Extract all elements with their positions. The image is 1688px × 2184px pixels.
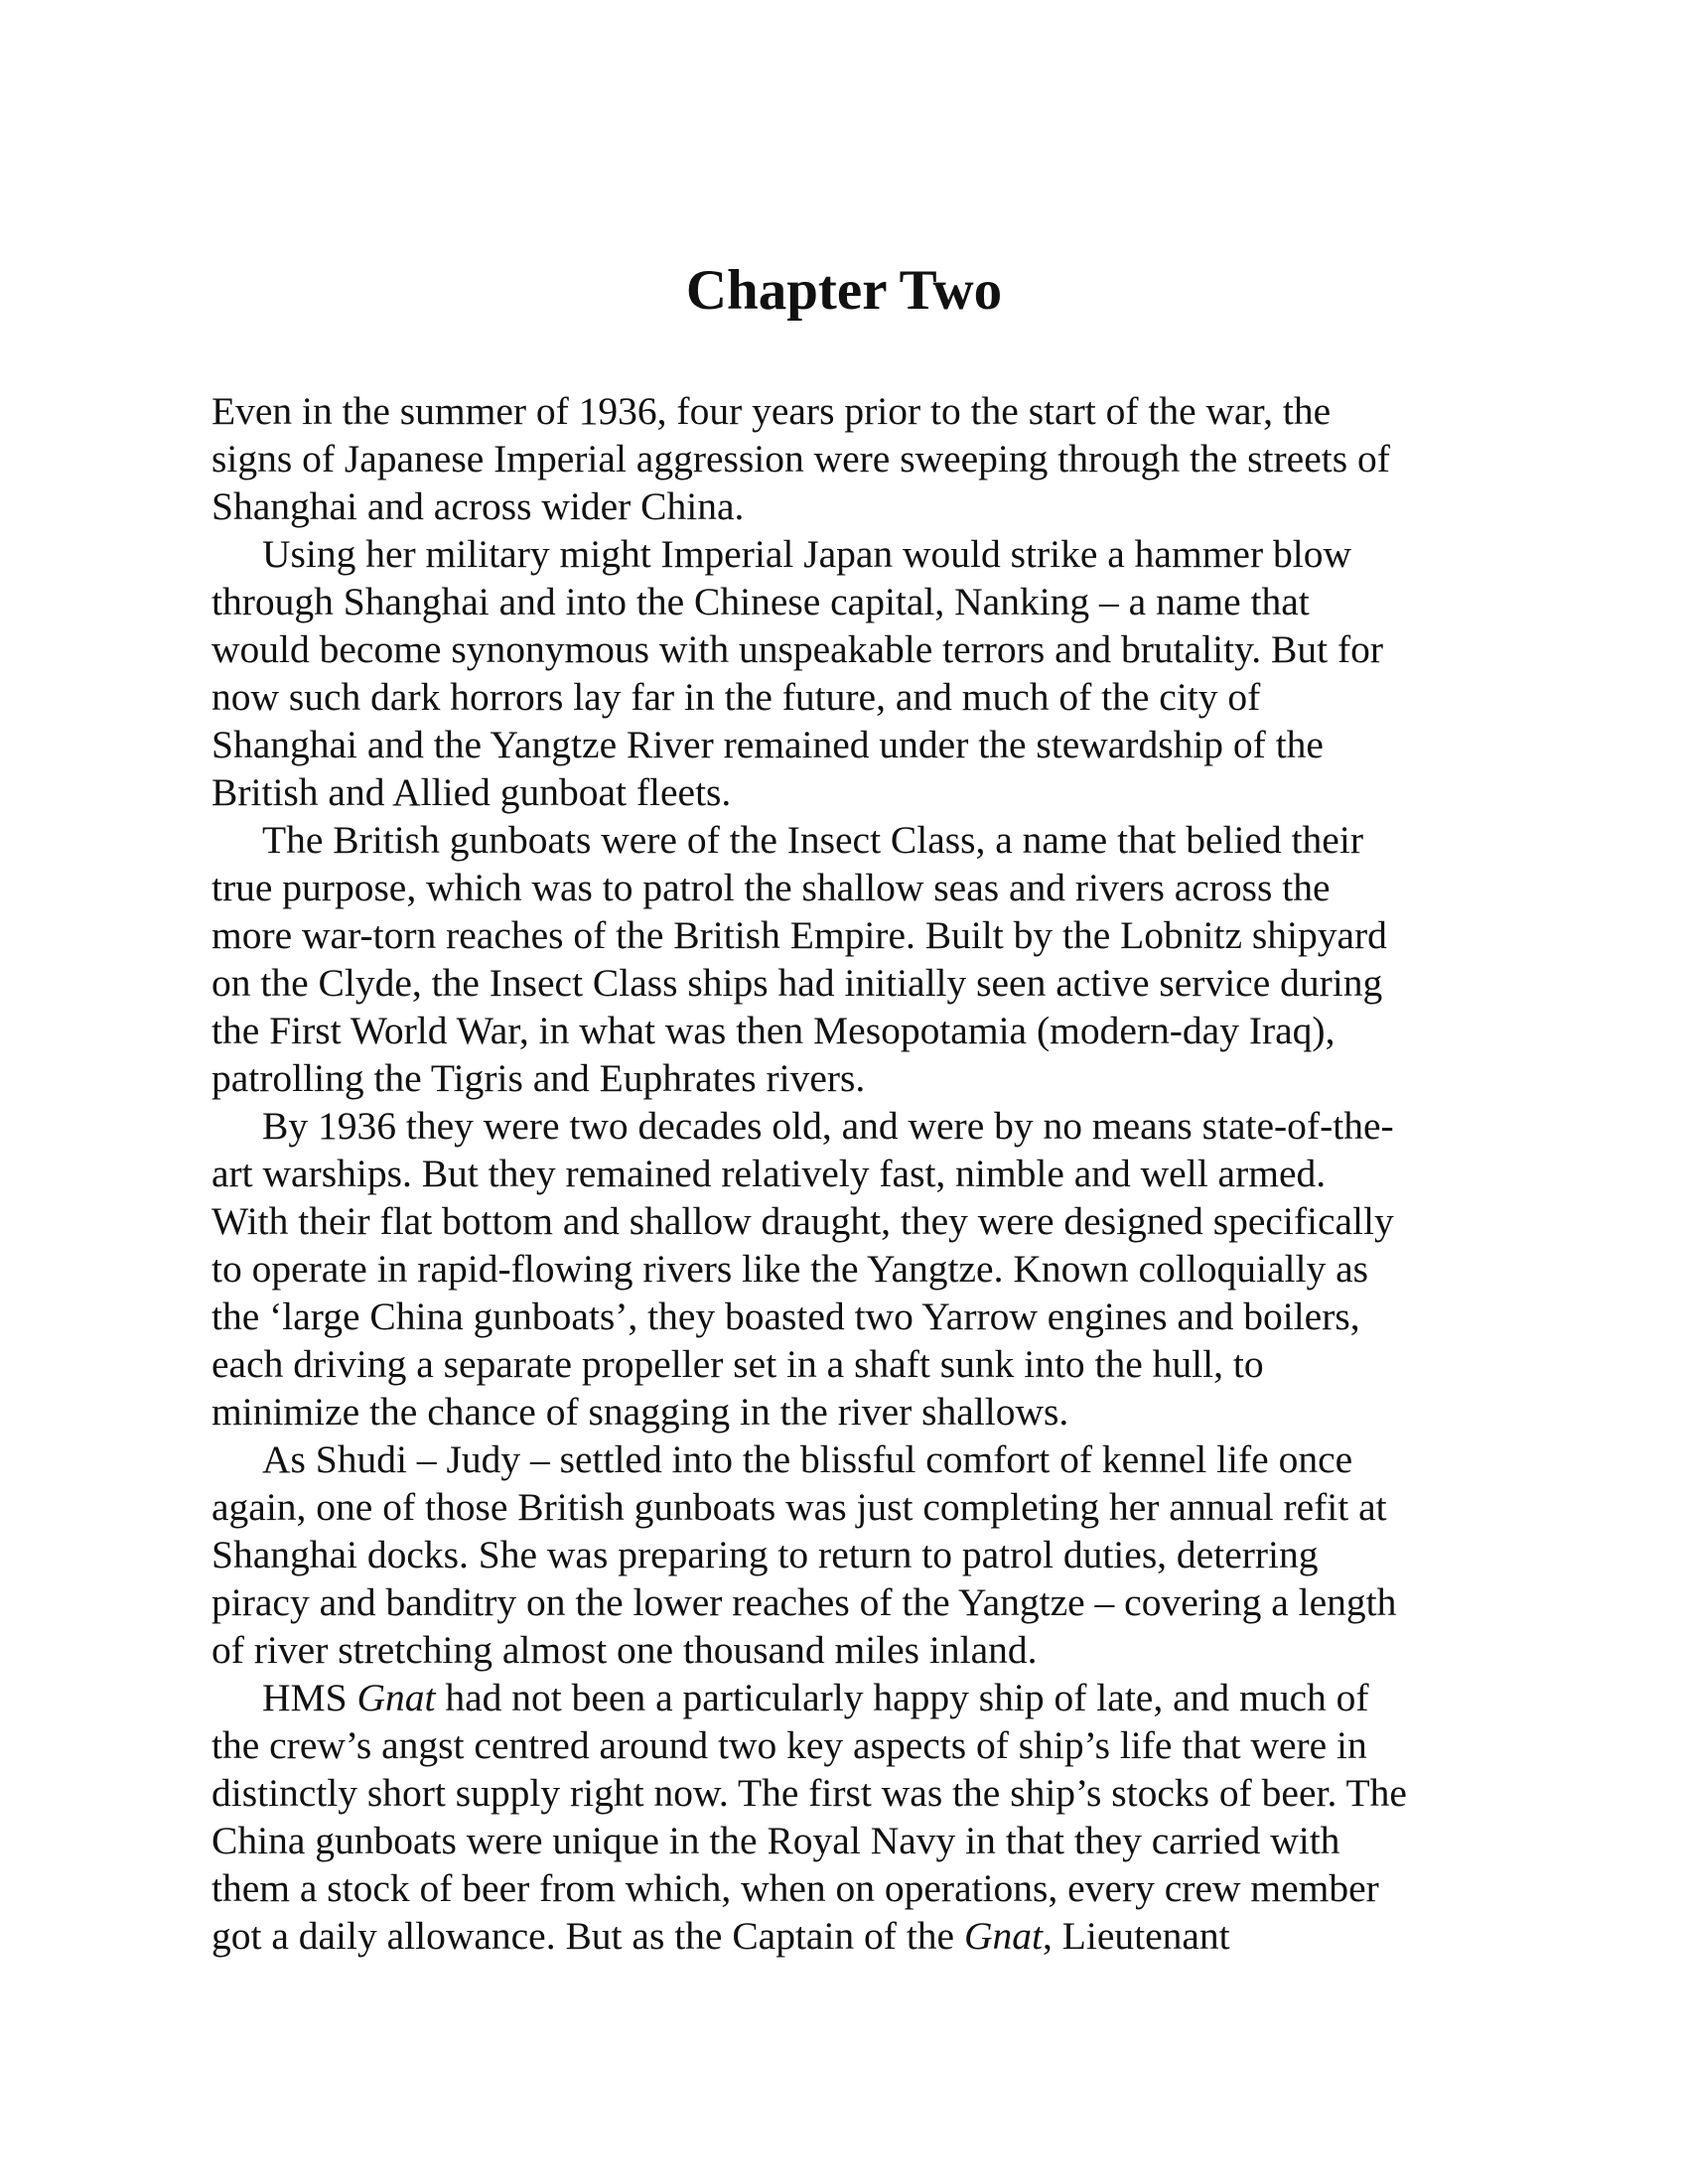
text-line: Shanghai and across wider China.: [211, 484, 745, 528]
text-line: the First World War, in what was then Mesopotamia (modern-day Iraq),: [211, 1009, 1336, 1052]
paragraph-5: [211, 1435, 1502, 1674]
chapter-title: Chapter Two: [685, 259, 1003, 322]
text-line: [211, 1912, 1502, 1960]
text-line: on the Clyde, the Insect Class ships had initially seen active service during: [211, 961, 1383, 1005]
text-line: art warships. But they remained relatively fast, nimble and well armed.: [211, 1152, 1327, 1195]
text-line: of river stretching almost one thousand miles inland.: [211, 1628, 1038, 1672]
text-line: By 1936 they were two decades old, and were by no means state-of-the-: [262, 1104, 1394, 1148]
text-line: each driving a separate propeller set in a shaft sunk into the hull, to: [211, 1342, 1264, 1386]
text-line: Shanghai and the Yangtze River remained under the stewardship of the: [211, 723, 1324, 766]
text-line: the ‘large China gunboats’, they boasted two Yarrow engines and boilers,: [211, 1295, 1360, 1338]
text-line: Shanghai docks. She was preparing to return to patrol duties, deterring: [211, 1533, 1319, 1576]
text-line: patrolling the Tigris and Euphrates rivers.: [211, 1056, 866, 1100]
text-line: more war-torn reaches of the British Empire. Built by the Lobnitz shipyard: [211, 913, 1387, 957]
text-line: Even in the summer of 1936, four years prior to the start of the war, the: [211, 389, 1332, 433]
paragraph-1: [211, 387, 1502, 530]
text-line: distinctly short supply right now. The first was the ship’s stocks of beer. The: [211, 1771, 1407, 1815]
text-line: to operate in rapid-flowing rivers like the Yangtze. Known colloquially as: [211, 1247, 1368, 1291]
text-line: Using her military might Imperial Japan would strike a hammer blow: [262, 532, 1351, 576]
paragraph-4: [211, 1102, 1502, 1435]
text-run: got a daily allowance. But as the Captain of the: [211, 1914, 964, 1958]
text-line: again, one of those British gunboats was just completing her annual refit at: [211, 1485, 1387, 1529]
ship-name-italic: Gnat: [963, 1914, 1043, 1958]
text-line: signs of Japanese Imperial aggression were sweeping through the streets of: [211, 437, 1390, 480]
text-line: through Shanghai and into the Chinese capital, Nanking – a name that: [211, 580, 1310, 623]
text-line: The British gunboats were of the Insect Class, a name that belied their: [262, 818, 1363, 862]
ship-name-italic: Gnat: [356, 1676, 436, 1719]
text-line: piracy and banditry on the lower reaches of the Yangtze – covering a length: [211, 1580, 1397, 1624]
text-line: would become synonymous with unspeakable terrors and brutality. But for: [211, 627, 1384, 671]
text-line: With their flat bottom and shallow draught, they were designed specifically: [211, 1199, 1394, 1243]
paragraph-3: [211, 816, 1502, 1102]
text-line: British and Allied gunboat fleets.: [211, 770, 732, 814]
text-line: the crew’s angst centred around two key aspects of ship’s life that were in: [211, 1723, 1367, 1767]
text-run: , Lieutenant: [1042, 1914, 1230, 1958]
text-run: had not been a particularly happy ship of late, and much of: [435, 1676, 1369, 1719]
text-line: As Shudi – Judy – settled into the blissful comfort of kennel life once: [262, 1437, 1353, 1481]
text-line: them a stock of beer from which, when on operations, every crew member: [211, 1866, 1379, 1910]
text-line: true purpose, which was to patrol the shallow seas and rivers across the: [211, 866, 1331, 909]
text-line: minimize the chance of snagging in the river shallows.: [211, 1390, 1069, 1433]
text-line: China gunboats were unique in the Royal Navy in that they carried with: [211, 1819, 1340, 1862]
text-line: now such dark horrors lay far in the future, and much of the city of: [211, 675, 1261, 719]
paragraph-2: [211, 530, 1502, 816]
text-run: HMS: [262, 1676, 357, 1719]
chapter-body: [211, 387, 1502, 1960]
text-line: [211, 1674, 1502, 1721]
paragraph-6: [211, 1674, 1502, 1960]
